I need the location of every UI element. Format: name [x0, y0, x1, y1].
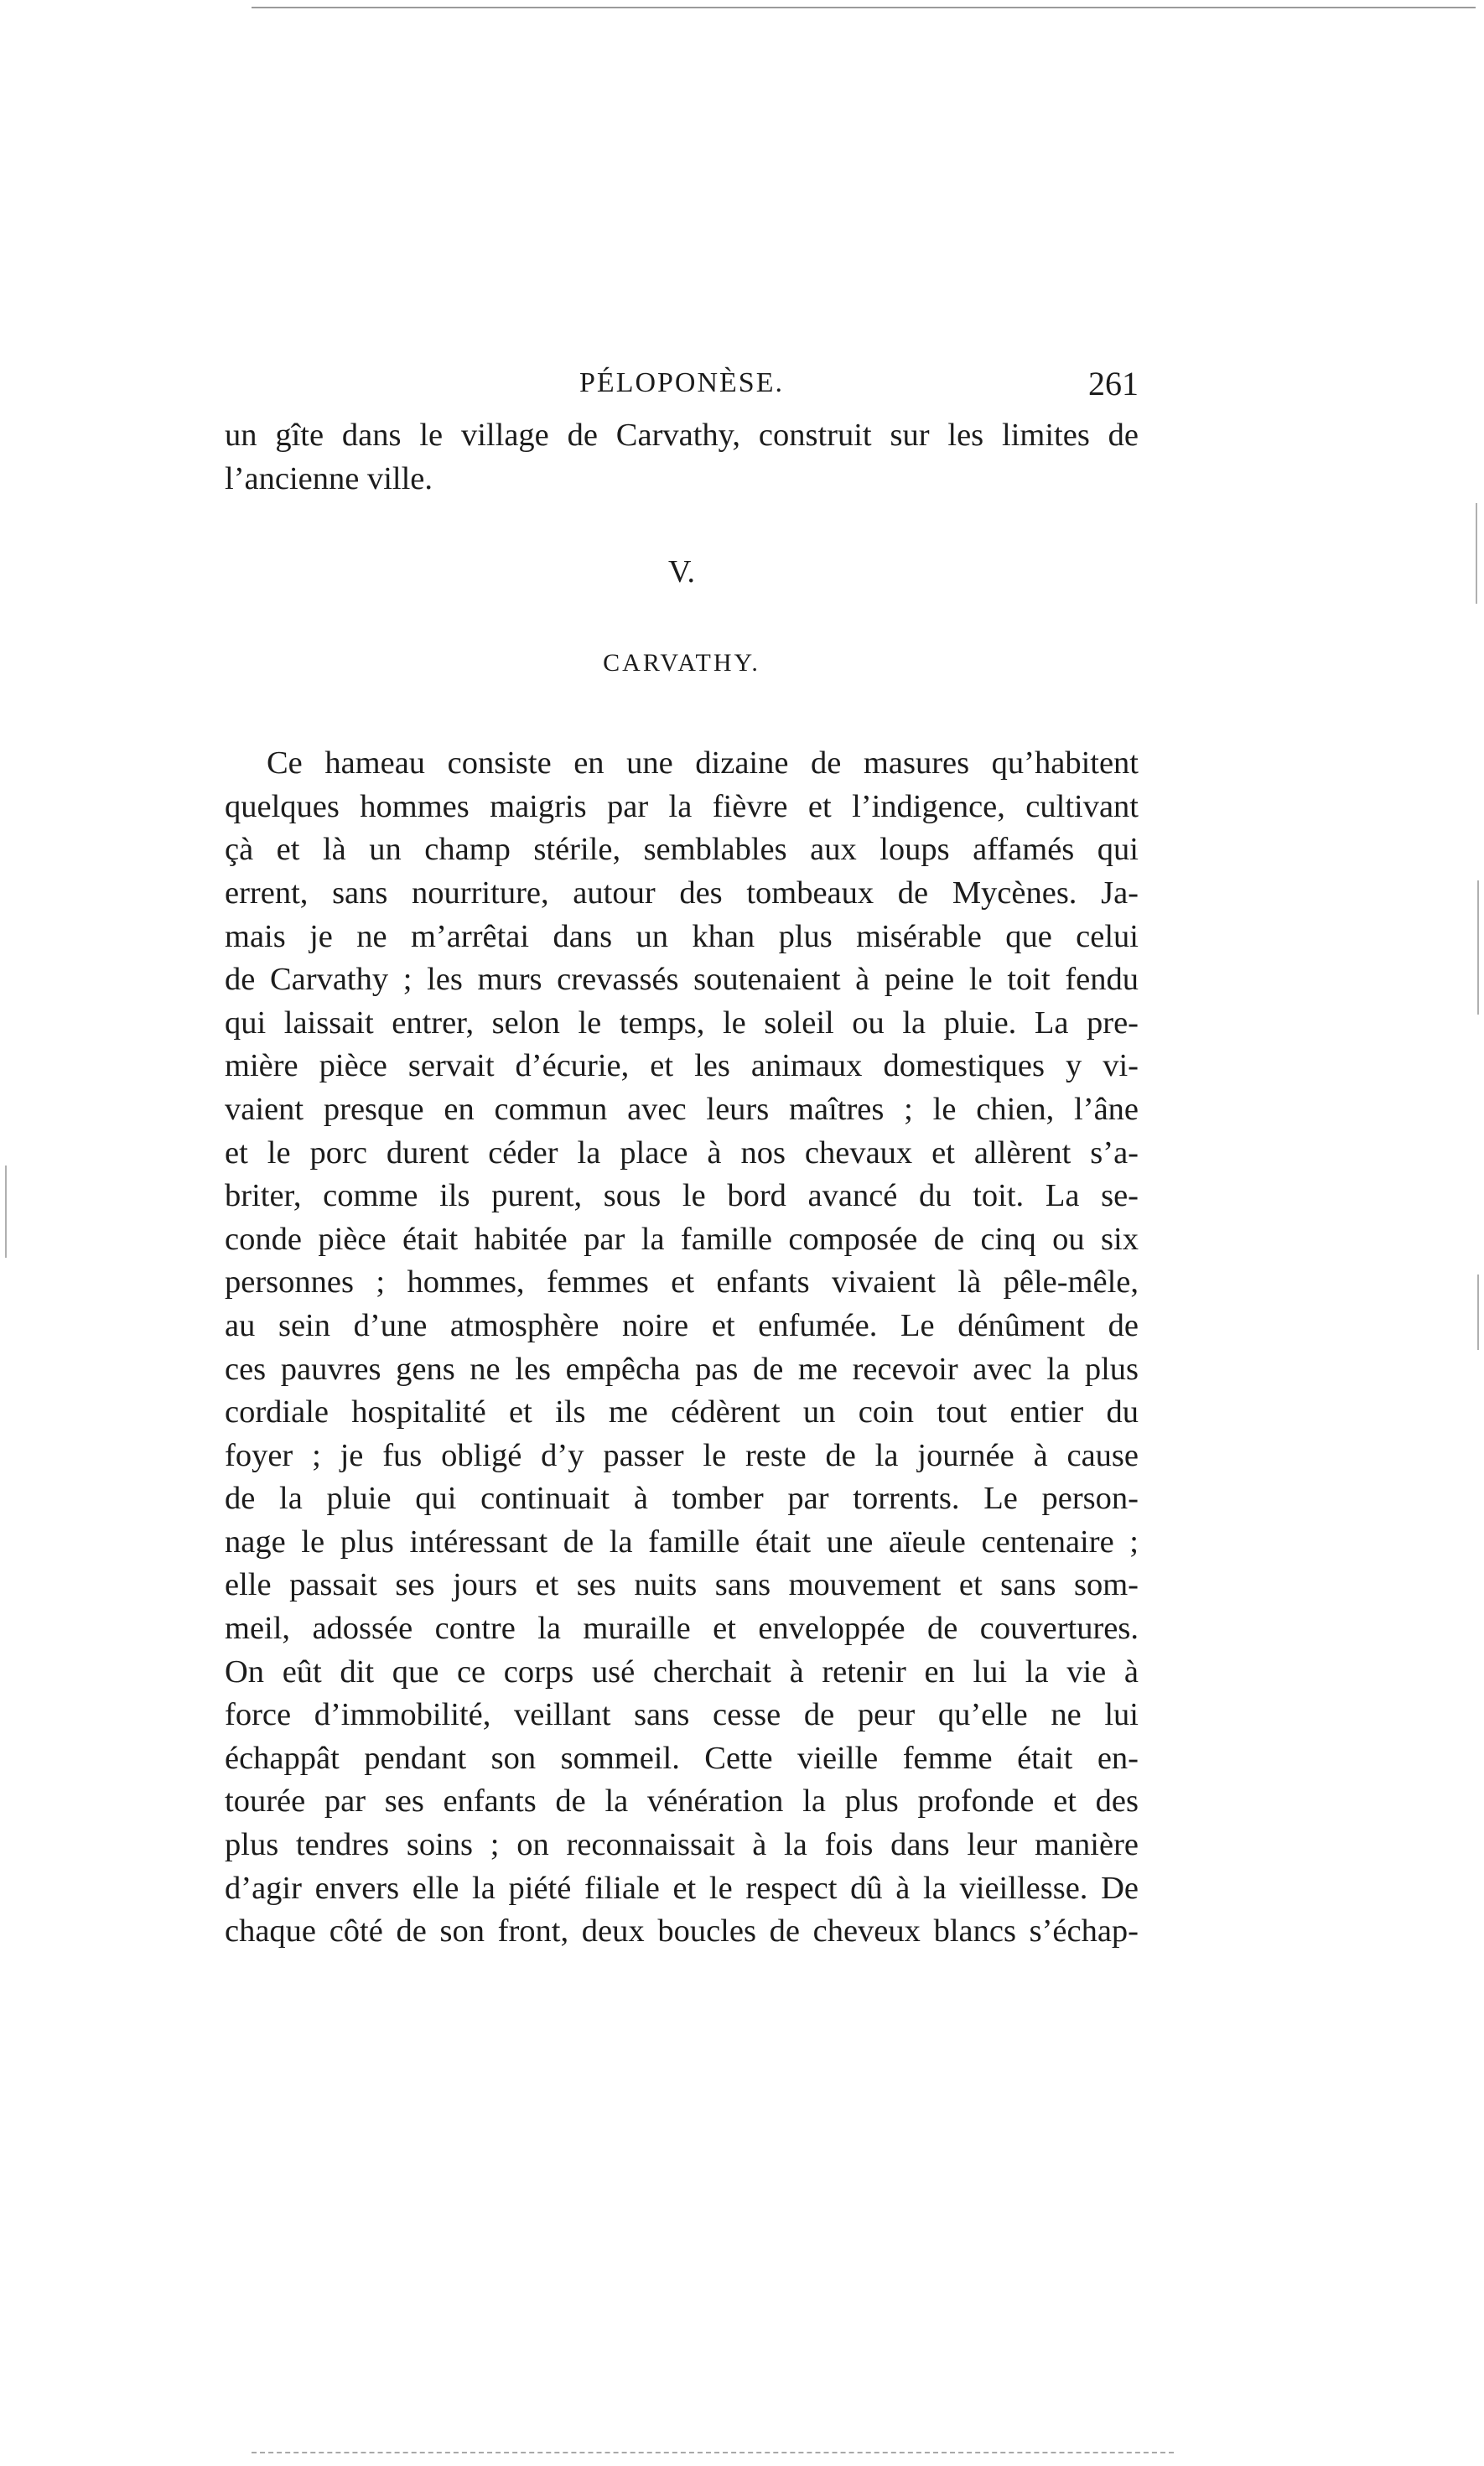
text-line: au sein d’une atmosphère noire et enfumée. Le dénûment de: [225, 1307, 1139, 1343]
text-line: vaient presque en commun avec leurs maîtres ; le chien, l’âne: [225, 1091, 1139, 1127]
text-line: çà et là un champ stérile, semblables aux loups affamés qui: [225, 832, 1139, 868]
text-line: elle passait ses jours et ses nuits sans mouvement et sans som-: [225, 1567, 1139, 1603]
text-line: plus tendres soins ; on reconnaissait à la fois dans leur manière: [225, 1827, 1139, 1863]
book-page: [225, 359, 1139, 1954]
text-line: briter, comme ils purent, sous le bord avancé du toit. La se-: [225, 1178, 1139, 1214]
section-number: V.: [667, 554, 696, 590]
text-line: ces pauvres gens ne les empêcha pas de me recevoir avec la plus: [225, 1351, 1139, 1387]
body-paragraph: [225, 742, 1139, 1954]
text-line: nage le plus intéressant de la famille était une aïeule centenaire ;: [225, 1524, 1139, 1560]
text-line: de la pluie qui continuait à tomber par torrents. Le person-: [225, 1481, 1139, 1517]
continuation-text: [225, 414, 1139, 501]
text-line: cordiale hospitalité et ils me cédèrent un coin tout entier du: [225, 1394, 1139, 1430]
text-line: un gîte dans le village de Carvathy, construit sur les limites de: [225, 418, 1139, 453]
text-line: foyer ; je fus obligé d’y passer le reste de la journée à cause: [225, 1437, 1139, 1473]
text-line: meil, adossée contre la muraille et enveloppée de couvertures.: [225, 1611, 1139, 1647]
text-line: conde pièce était habitée par la famille composée de cinq ou six: [225, 1221, 1139, 1257]
text-line: l’ancienne ville.: [225, 460, 433, 496]
text-line: mière pièce servait d’écurie, et les animaux domestiques y vi-: [225, 1048, 1139, 1084]
text-line: qui laissait entrer, selon le temps, le soleil ou la pluie. La pre-: [225, 1005, 1139, 1041]
text-line: errent, sans nourriture, autour des tombeaux de Mycènes. Ja-: [225, 875, 1139, 911]
text-line: quelques hommes maigris par la fièvre et l’indigence, cultivant: [225, 788, 1139, 824]
running-head: [225, 359, 1139, 414]
text-line: mais je ne m’arrêtai dans un khan plus misérable que celui: [225, 918, 1139, 954]
running-title: PÉLOPONÈSE.: [579, 367, 784, 398]
scan-mark-left: [5, 1166, 7, 1258]
text-line: et le porc durent céder la place à nos chevaux et allèrent s’a-: [225, 1134, 1139, 1171]
text-line: chaque côté de son front, deux boucles de cheveux blancs s’échap-: [225, 1913, 1139, 1949]
text-line: force d’immobilité, veillant sans cesse de peur qu’elle ne lui: [225, 1697, 1139, 1733]
text-line: échappât pendant son sommeil. Cette vieille femme était en-: [225, 1740, 1139, 1776]
text-line: Ce hameau consiste en une dizaine de masures qu’habitent: [267, 745, 1139, 781]
scan-edge-bottom: [252, 2452, 1174, 2453]
text-line: On eût dit que ce corps usé cherchait à retenir en lui la vie à: [225, 1654, 1139, 1690]
scan-mark-right: [1476, 503, 1477, 604]
section-title: CARVATHY.: [603, 649, 760, 678]
page-number: 261: [1088, 365, 1139, 402]
scan-mark-right: [1477, 1275, 1479, 1350]
text-line: tourée par ses enfants de la vénération la plus profonde et des: [225, 1783, 1139, 1820]
text-line: d’agir envers elle la piété filiale et le respect dû à la vieillesse. De: [225, 1870, 1139, 1906]
scan-mark-right: [1477, 880, 1479, 1015]
text-line: personnes ; hommes, femmes et enfants vivaient là pêle-mêle,: [225, 1264, 1139, 1300]
text-line: de Carvathy ; les murs crevassés soutenaient à peine le toit fendu: [225, 962, 1139, 998]
scan-edge-top: [252, 7, 1476, 8]
